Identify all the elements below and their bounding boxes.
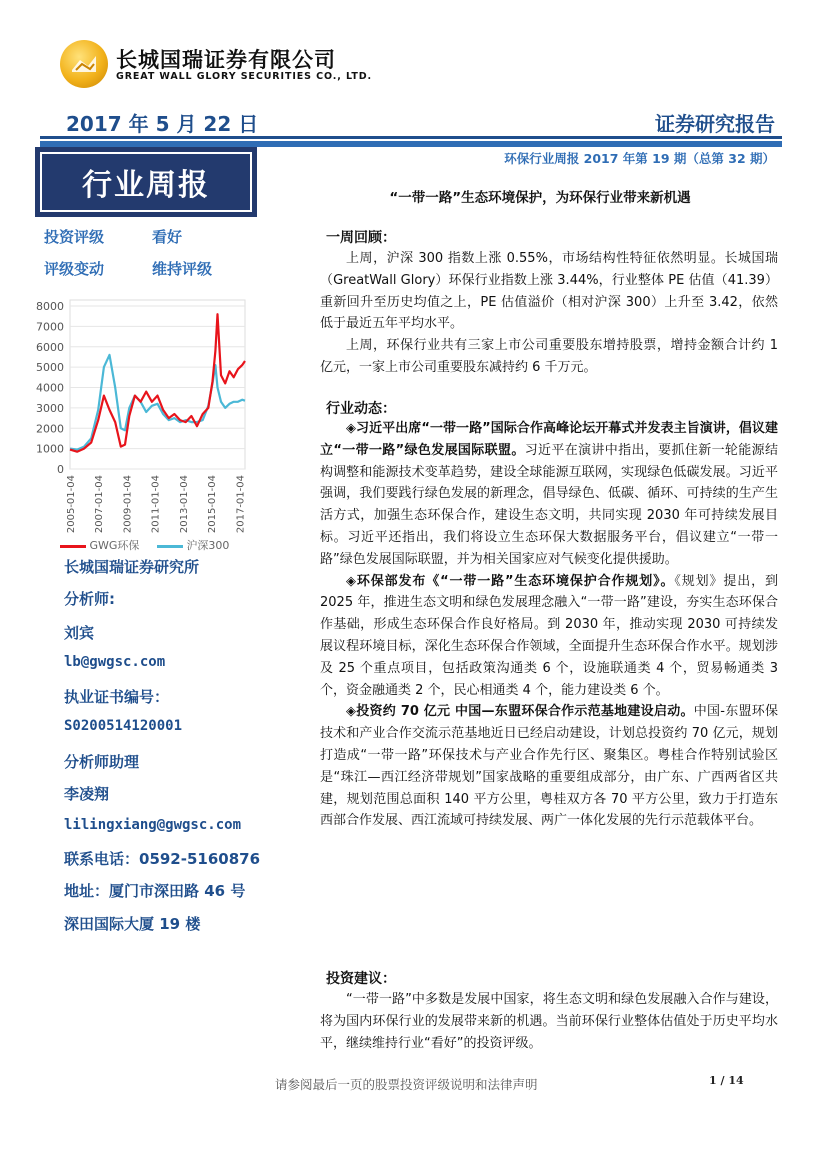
section-weekly-review: 一周回顾： bbox=[326, 230, 396, 246]
y-tick-label: 3000 bbox=[36, 401, 64, 415]
issue-number: 环保行业周报 2017 年第 19 期（总第 32 期） bbox=[504, 151, 775, 166]
news-item-1-body: 习近平在演讲中指出，要抓住新一轮能源结构调整和能源技术变革趋势，建设全球能源互联网，实现绿色低碳发展。习近平强调，我们要践行绿色发展的新理念，倡导绿色、低碳、循环、可持续的生产生活方式，加强生态环保合作，建设生态文明，共同实现 2030 年可持续发展目标。习近平还指出，我们将设立生态环保大数据服务平台，倡议建立“一带一路”绿色发展国际联盟，并为相关国家应对气候变化提供援助。 bbox=[320, 442, 778, 567]
news-item-2 bbox=[320, 571, 778, 702]
report-headline: “一带一路”生态环境保护，为环保行业带来新机遇 bbox=[389, 190, 691, 206]
y-tick-label: 7000 bbox=[36, 320, 64, 334]
analyst-label: 分析师: bbox=[64, 590, 115, 608]
x-tick-label: 2007-01-04 bbox=[94, 475, 106, 534]
y-tick-label: 5000 bbox=[36, 361, 64, 375]
rating-value: 看好 bbox=[152, 228, 183, 246]
x-tick-label: 2005-01-04 bbox=[66, 475, 77, 534]
address-line2: 深田国际大厦 19 楼 bbox=[64, 915, 201, 933]
legend-swatch-hs300 bbox=[157, 545, 183, 548]
report-date: 2017 年 5 月 22 日 bbox=[66, 112, 259, 136]
news-item-3 bbox=[320, 701, 778, 832]
rating-change-value: 维持评级 bbox=[152, 260, 213, 278]
chart-legend bbox=[60, 537, 229, 553]
section-industry-news: 行业动态： bbox=[326, 401, 396, 417]
paragraph-index: 上周，沪深 300 指数上涨 0.55%，市场结构性特征依然明显。长城国瑞（GreatWall Glory）环保行业指数上涨 3.44%，行业整体 PE 估值（41.39）重新回升至历史均值之上，PE 估值溢价（相对沪深 300）上升至 3.42，依然低于最近五年平均水平。 bbox=[320, 251, 778, 332]
y-tick-label: 2000 bbox=[36, 422, 64, 436]
weekly-review-text bbox=[320, 248, 778, 379]
y-tick-label: 0 bbox=[57, 463, 64, 476]
x-tick-label: 2009-01-04 bbox=[122, 475, 134, 534]
x-tick-label: 2011-01-04 bbox=[150, 475, 162, 534]
news-item-1-title: ◈习近平出席“一带一路”国际合作高峰论坛开幕式并发表主旨演讲，倡议建立“一带一路”绿色发展国际联盟。 bbox=[320, 421, 778, 458]
rating-label: 投资评级 bbox=[44, 228, 105, 246]
legend-label-hs300: 沪深300 bbox=[186, 539, 230, 552]
y-tick-label: 6000 bbox=[36, 340, 64, 354]
cert-label: 执业证书编号： bbox=[64, 688, 170, 706]
news-item-3-body: 中国-东盟环保技术和产业合作交流示范基地近日已经启动建设，计划总投资约 70 亿元，规划打造成“一带一路”环保技术与产业合作先行区、聚集区。粤桂合作特别试验区是“珠江—西江经济带规划”国家战略的重要组成部分，由广东、广西两省区共建，规划范围总面积 140 平方公里，粤桂双方各 70 平方公里，致力于打造东西部合作发展、西江流域可持续发展、两广一体化发展的先行示范载体平台。 bbox=[320, 704, 778, 829]
contact-phone: 联系电话：0592-5160876 bbox=[64, 850, 261, 868]
news-item-2-body: 《规划》提出，到 2025 年，推进生态文明和绿色发展理念融入“一带一路”建设，夯实生态环保合作基础，形成生态环保合作良好格局。到 2030 年，推动实现 2030 可持续发展议程环境目标，深化生态环保合作领域，全面提升生态环保合作水平。规划涉及 25 个重点项目，包括政策沟通类 6 个，设施联通类 4 个，贸易畅通类 3 个，资金融通类 2 个，民心相通类 4 个，能力建设类 6 个。 bbox=[320, 573, 778, 698]
assistant-label: 分析师助理 bbox=[64, 753, 140, 771]
news-item-2-title: ◈环保部发布《“一带一路”生态环境保护合作规划》。 bbox=[346, 573, 675, 589]
paragraph-holdings: 上周，环保行业共有三家上市公司重要股东增持股票，增持金额合计约 1 亿元，一家上市公司重要股东减持约 6 千万元。 bbox=[320, 338, 778, 375]
y-tick-label: 8000 bbox=[36, 300, 64, 313]
y-tick-label: 1000 bbox=[36, 442, 64, 456]
legend-label-gwg: GWG环保 bbox=[89, 539, 140, 552]
analyst-email[interactable]: lb@gwgsc.com bbox=[64, 654, 166, 670]
advice-paragraph: “一带一路”中多数是发展中国家，将生态文明和绿色发展融入合作与建设，将为国内环保行业的发展带来新的机遇。当前环保行业整体估值处于历史平均水平，继续维持行业“看好”的投资评级。 bbox=[320, 992, 778, 1051]
rating-change-label: 评级变动 bbox=[44, 260, 105, 278]
assistant-name: 李凌翔 bbox=[64, 785, 110, 803]
research-org: 长城国瑞证券研究所 bbox=[64, 558, 200, 576]
footer-disclaimer[interactable]: 请参阅最后一页的股票投资评级说明和法律声明 bbox=[275, 1077, 538, 1092]
legend-swatch-gwg bbox=[60, 545, 86, 548]
x-tick-label: 2015-01-04 bbox=[207, 475, 219, 534]
analyst-name: 刘宾 bbox=[64, 624, 95, 642]
great-wall-logo-icon bbox=[60, 40, 108, 88]
cert-number: S0200514120001 bbox=[64, 718, 183, 734]
industry-news-text bbox=[320, 418, 778, 832]
news-item-1 bbox=[320, 418, 778, 571]
header-divider bbox=[40, 136, 782, 139]
section-investment-advice: 投资建议： bbox=[326, 971, 396, 987]
company-name-cn: 长城国瑞证券有限公司 bbox=[116, 48, 336, 72]
x-tick-label: 2013-01-04 bbox=[178, 475, 190, 534]
company-name-en: GREAT WALL GLORY SECURITIES CO., LTD. bbox=[116, 71, 373, 82]
address-line1: 地址：厦门市深田路 46 号 bbox=[64, 882, 246, 900]
series-line bbox=[70, 314, 245, 452]
x-tick-label: 2017-01-04 bbox=[235, 475, 247, 534]
report-type: 证券研究报告 bbox=[655, 112, 775, 136]
investment-advice-text bbox=[320, 989, 778, 1054]
y-tick-label: 4000 bbox=[36, 381, 64, 395]
index-line-chart bbox=[30, 292, 255, 537]
news-item-3-title: ◈投资约 70 亿元 中国—东盟环保合作示范基地建设启动。 bbox=[346, 704, 694, 720]
series-line bbox=[70, 355, 245, 450]
page-number: 1 / 14 bbox=[709, 1074, 744, 1087]
assistant-email[interactable]: lilingxiang@gwgsc.com bbox=[64, 817, 242, 833]
weekly-banner: 行业周报 bbox=[40, 152, 252, 212]
